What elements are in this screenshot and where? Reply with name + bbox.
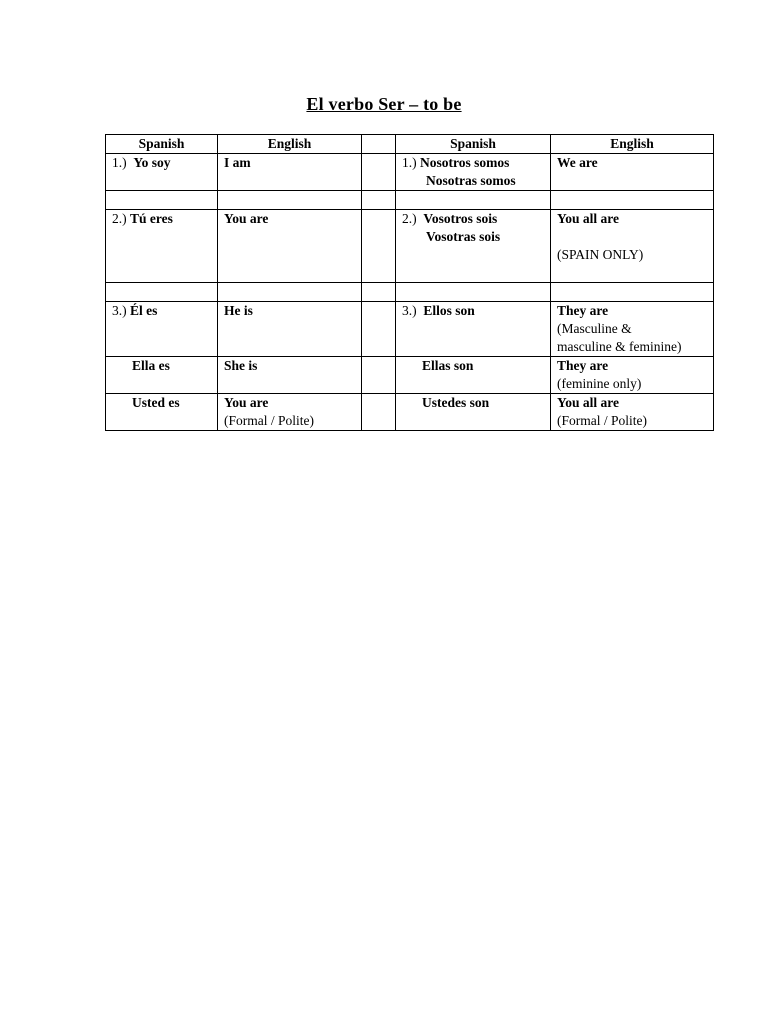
- cell-spanish-plural: [396, 357, 551, 394]
- header-spanish-left: Spanish: [106, 135, 218, 154]
- table-row: [106, 210, 714, 283]
- cell-english-plural: They are (feminine only): [551, 357, 714, 394]
- cell-spacer: [362, 210, 396, 283]
- cell-spacer: [362, 394, 396, 431]
- cell-english-singular: I am: [218, 154, 362, 191]
- pronoun-vosotras: Vosotras sois: [426, 229, 501, 244]
- cell-english-singular: He is: [218, 302, 362, 357]
- pronoun-ellas: Ellas son: [422, 358, 474, 373]
- pronoun-nosotros: Nosotros somos: [420, 155, 510, 170]
- pronoun-nosotras: Nosotras somos: [426, 173, 516, 188]
- cell-english-singular: You are (Formal / Polite): [218, 394, 362, 431]
- pronoun-yo: Yo soy: [133, 155, 171, 170]
- cell-spacer: [362, 357, 396, 394]
- header-english-left: English: [218, 135, 362, 154]
- cell-spanish-singular: [106, 357, 218, 394]
- conjugation-table: [105, 134, 714, 431]
- cell-english-singular: You are: [218, 210, 362, 283]
- pronoun-ellos: Ellos son: [423, 303, 475, 318]
- table-row: [106, 357, 714, 394]
- pronoun-el: Él es: [130, 303, 158, 318]
- pronoun-tu: Tú eres: [130, 211, 173, 226]
- cell-spanish-plural: 1.) Nosotros somos Nosotras somos: [396, 154, 551, 191]
- table-header-row: [106, 135, 714, 154]
- cell-spanish-singular: [106, 394, 218, 431]
- cell-english-singular: She is: [218, 357, 362, 394]
- cell-english-plural: You all are (SPAIN ONLY): [551, 210, 714, 283]
- cell-spanish-plural: 2.) Vosotros sois Vosotras sois: [396, 210, 551, 283]
- pronoun-vosotros: Vosotros sois: [423, 211, 498, 226]
- cell-english-plural: We are: [551, 154, 714, 191]
- table-row: [106, 302, 714, 357]
- cell-spacer: [362, 154, 396, 191]
- cell-english-plural: You all are (Formal / Polite): [551, 394, 714, 431]
- table-row: [106, 394, 714, 431]
- cell-spanish-singular: 2.) Tú eres: [106, 210, 218, 283]
- cell-english-plural: They are (Masculine & masculine & feminine): [551, 302, 714, 357]
- header-english-right: English: [551, 135, 714, 154]
- table-row: [106, 154, 714, 191]
- header-spanish-right: Spanish: [396, 135, 551, 154]
- header-spacer: [362, 135, 396, 154]
- cell-spanish-singular: 1.) Yo soy: [106, 154, 218, 191]
- cell-spacer: [362, 302, 396, 357]
- pronoun-usted: Usted es: [132, 395, 180, 410]
- cell-spanish-plural: [396, 394, 551, 431]
- table-row-gap: [106, 191, 714, 210]
- cell-spanish-plural: 3.) Ellos son: [396, 302, 551, 357]
- pronoun-ustedes: Ustedes son: [422, 395, 490, 410]
- table-row-gap: [106, 283, 714, 302]
- spain-only-note: (SPAIN ONLY): [557, 247, 644, 262]
- cell-spanish-singular: 3.) Él es: [106, 302, 218, 357]
- pronoun-ella: Ella es: [132, 358, 170, 373]
- page-title: El verbo Ser – to be: [306, 94, 462, 114]
